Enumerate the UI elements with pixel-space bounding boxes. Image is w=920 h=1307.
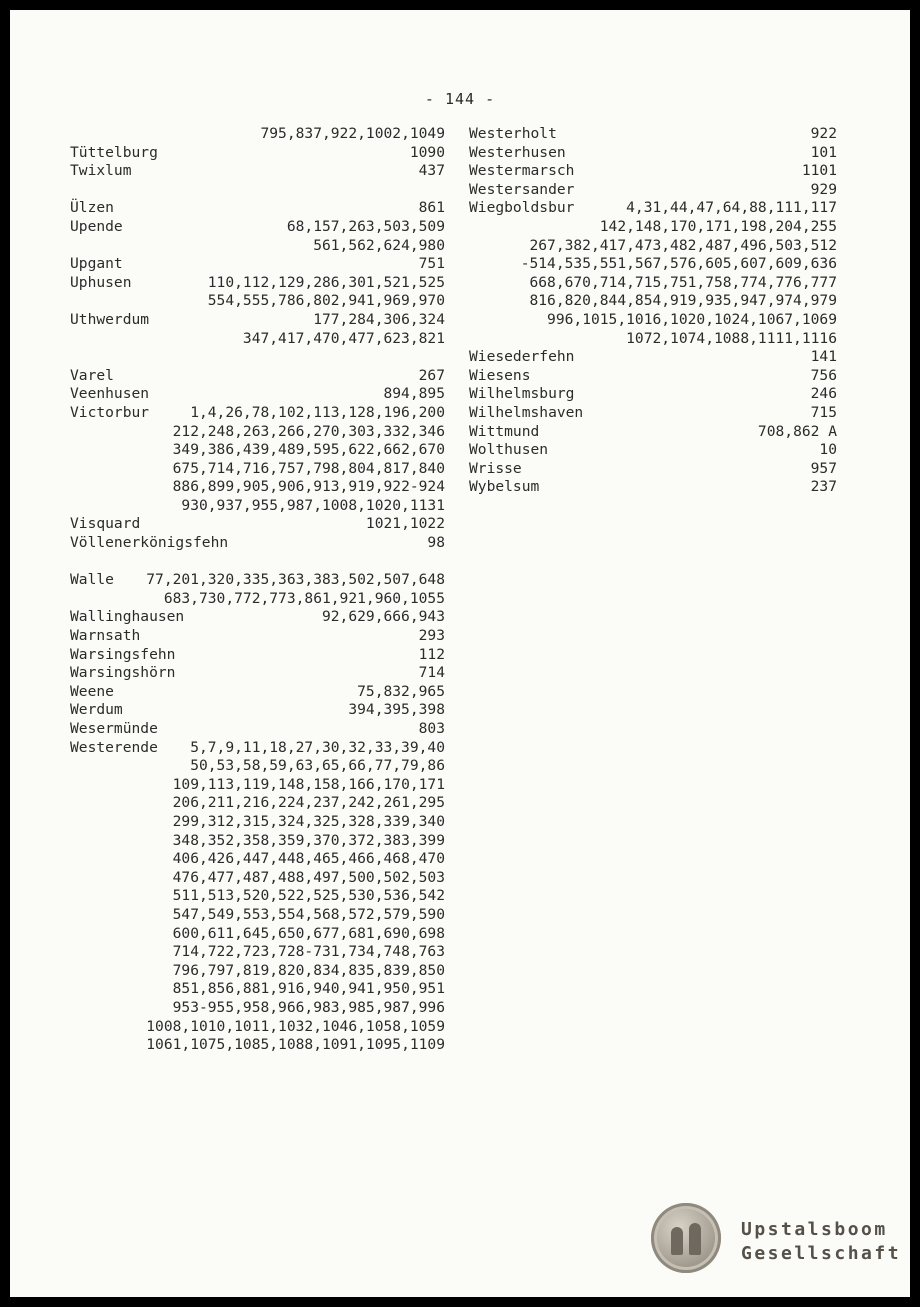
index-entry <box>70 125 445 144</box>
page-references: 1021,1022 <box>365 515 445 533</box>
place-name: Tüttelburg <box>70 143 158 161</box>
page-references: 861 <box>418 199 445 217</box>
place-name: Wittmund <box>469 422 540 440</box>
index-entry <box>469 478 837 497</box>
page-references: 547,549,553,554,568,572,579,590 <box>172 905 445 923</box>
seal-logo-icon <box>651 1203 721 1273</box>
page-references: 75,832,965 <box>357 682 445 700</box>
place-name: Wiesederfehn <box>469 348 575 366</box>
logo-line-2: Gesellschaft <box>741 1243 902 1264</box>
index-entry <box>70 608 445 627</box>
page-references: 293 <box>418 627 445 645</box>
section-gap <box>70 181 445 200</box>
place-name: Upende <box>70 217 123 235</box>
index-entry <box>469 292 837 311</box>
page-references: 246 <box>810 385 837 403</box>
page-references: 348,352,358,359,370,372,383,399 <box>172 831 445 849</box>
page-references: 922 <box>810 125 837 142</box>
index-entry <box>70 590 445 609</box>
index-entry <box>70 813 445 832</box>
page-references: 141 <box>810 348 837 366</box>
page-references: 50,53,58,59,63,65,66,77,79,86 <box>190 757 445 775</box>
index-entry <box>70 478 445 497</box>
page-references: 110,112,129,286,301,521,525 <box>207 273 445 291</box>
index-entry <box>70 739 445 758</box>
index-entry <box>70 497 445 516</box>
place-name: Wolthusen <box>469 441 549 459</box>
document-page <box>10 10 910 1297</box>
index-entry <box>70 962 445 981</box>
page-references: 212,248,263,266,270,303,332,346 <box>172 422 445 440</box>
place-name: Wesermünde <box>70 720 158 737</box>
index-entry <box>70 1018 445 1037</box>
index-entry <box>469 423 837 442</box>
index-entry <box>469 330 837 349</box>
index-entry <box>70 999 445 1018</box>
index-column-right <box>469 125 837 497</box>
page-references: 957 <box>810 459 837 477</box>
page-references: 476,477,487,488,497,500,502,503 <box>172 868 445 886</box>
index-entry <box>70 423 445 442</box>
index-entry <box>70 664 445 683</box>
index-entry <box>70 460 445 479</box>
place-name: Veenhusen <box>70 385 150 403</box>
index-entry <box>469 255 837 274</box>
page-references: 708,862 A <box>757 422 837 440</box>
place-name: Warnsath <box>70 627 141 645</box>
index-entry <box>469 367 837 386</box>
index-column-left <box>70 125 445 1055</box>
section-gap <box>70 553 445 572</box>
place-name: Twixlum <box>70 162 132 180</box>
index-entry <box>70 980 445 999</box>
place-name: Westerende <box>70 738 158 756</box>
index-entry <box>70 1036 445 1055</box>
index-entry <box>70 199 445 218</box>
page-references: 756 <box>810 366 837 384</box>
page-references: 751 <box>418 255 445 273</box>
index-entry <box>70 776 445 795</box>
place-name: Upgant <box>70 255 123 273</box>
place-name: Wiesens <box>469 366 531 384</box>
index-entry <box>469 385 837 404</box>
page-references: 4,31,44,47,64,88,111,117 <box>626 199 837 217</box>
index-entry <box>70 683 445 702</box>
place-name: Wallinghausen <box>70 608 185 626</box>
place-name: Westermarsch <box>469 162 575 180</box>
index-entry <box>70 925 445 944</box>
page-references: 1072,1074,1088,1111,1116 <box>626 329 837 347</box>
index-entry <box>70 274 445 293</box>
page-references: -514,535,551,567,576,605,607,609,636 <box>520 255 837 273</box>
index-entry <box>70 832 445 851</box>
index-entry <box>469 162 837 181</box>
page-references: 109,113,119,148,158,166,170,171 <box>172 775 445 793</box>
index-entry <box>469 125 837 144</box>
place-name: Westerhusen <box>469 143 566 161</box>
index-entry <box>70 330 445 349</box>
place-name: Warsingshörn <box>70 664 176 682</box>
index-entry <box>70 646 445 665</box>
page-references: 92,629,666,943 <box>321 608 445 626</box>
page-references: 5,7,9,11,18,27,30,32,33,39,40 <box>190 738 445 756</box>
page-references: 929 <box>810 180 837 198</box>
index-entry <box>70 701 445 720</box>
index-entry <box>469 311 837 330</box>
page-references: 142,148,170,171,198,204,255 <box>599 217 837 235</box>
index-entry <box>469 441 837 460</box>
page-references: 347,417,470,477,623,821 <box>242 329 445 347</box>
page-references: 1008,1010,1011,1032,1046,1058,1059 <box>146 1017 445 1035</box>
index-entry <box>70 162 445 181</box>
page-references: 101 <box>810 143 837 161</box>
page-references: 511,513,520,522,525,530,536,542 <box>172 887 445 905</box>
index-entry <box>469 181 837 200</box>
place-name: Uthwerdum <box>70 310 150 328</box>
place-name: Visquard <box>70 515 141 533</box>
page-number: - 144 - <box>424 90 496 108</box>
place-name: Völlenerkönigsfehn <box>70 534 229 552</box>
place-name: Ülzen <box>70 199 114 217</box>
place-name: Varel <box>70 366 114 384</box>
index-entry <box>70 404 445 423</box>
index-entry <box>469 237 837 256</box>
page-references: 349,386,439,489,595,622,662,670 <box>172 441 445 459</box>
page-references: 237 <box>810 478 837 496</box>
page-references: 68,157,263,503,509 <box>286 217 445 235</box>
page-references: 98 <box>427 534 445 552</box>
index-entry <box>70 385 445 404</box>
page-references: 714 <box>418 664 445 682</box>
place-name: Westersander <box>469 180 575 198</box>
place-name: Wilhelmshaven <box>469 403 584 421</box>
index-entry <box>469 218 837 237</box>
page-references: 1090 <box>409 143 445 161</box>
page-references: 886,899,905,906,913,919,922-924 <box>172 478 445 496</box>
page-references: 675,714,716,757,798,804,817,840 <box>172 459 445 477</box>
page-references: 394,395,398 <box>348 701 445 719</box>
index-entry <box>70 441 445 460</box>
page-references: 930,937,955,987,1008,1020,1131 <box>181 496 445 514</box>
place-name: Wybelsum <box>469 478 540 496</box>
index-entry <box>70 237 445 256</box>
index-entry <box>70 850 445 869</box>
page-references: 796,797,819,820,834,835,839,850 <box>172 961 445 979</box>
index-entry <box>70 887 445 906</box>
page-references: 267 <box>418 366 445 384</box>
page-references: 816,820,844,854,919,935,947,974,979 <box>529 292 837 310</box>
place-name: Uphusen <box>70 273 132 291</box>
index-entry <box>70 869 445 888</box>
index-entry <box>469 348 837 367</box>
page-references: 1,4,26,78,102,113,128,196,200 <box>190 403 445 421</box>
place-name: Wrisse <box>469 459 522 477</box>
index-entry <box>70 515 445 534</box>
place-name: Werdum <box>70 701 123 719</box>
index-entry <box>70 720 445 739</box>
page-references: 554,555,786,802,941,969,970 <box>207 292 445 310</box>
page-references: 996,1015,1016,1020,1024,1067,1069 <box>547 310 837 328</box>
index-entry <box>70 906 445 925</box>
page-references: 561,562,624,980 <box>313 236 445 254</box>
place-name: Wiegboldsbur <box>469 199 575 217</box>
page-references: 714,722,723,728-731,734,748,763 <box>172 943 445 961</box>
page-references: 803 <box>418 720 445 737</box>
page-references: 953-955,958,966,983,985,987,996 <box>172 998 445 1016</box>
place-name: Weene <box>70 682 114 700</box>
index-entry <box>469 460 837 479</box>
index-entry <box>70 367 445 386</box>
page-references: 77,201,320,335,363,383,502,507,648 <box>146 571 445 589</box>
page-references: 267,382,417,473,482,487,496,503,512 <box>529 236 837 254</box>
place-name: Walle <box>70 571 114 589</box>
page-references: 437 <box>418 162 445 180</box>
page-references: 851,856,881,916,940,941,950,951 <box>172 980 445 998</box>
index-entry <box>469 274 837 293</box>
index-entry <box>70 943 445 962</box>
index-entry <box>70 534 445 553</box>
section-gap <box>70 348 445 367</box>
page-references: 206,211,216,224,237,242,261,295 <box>172 794 445 812</box>
page-references: 668,670,714,715,751,758,774,776,777 <box>529 273 837 291</box>
index-entry <box>469 404 837 423</box>
index-entry <box>70 255 445 274</box>
page-references: 795,837,922,1002,1049 <box>260 125 445 142</box>
page-references: 299,312,315,324,325,328,339,340 <box>172 812 445 830</box>
index-entry <box>70 144 445 163</box>
index-entry <box>469 199 837 218</box>
page-references: 177,284,306,324 <box>313 310 445 328</box>
index-entry <box>70 757 445 776</box>
page-references: 600,611,645,650,677,681,690,698 <box>172 924 445 942</box>
page-references: 683,730,772,773,861,921,960,1055 <box>163 589 445 607</box>
index-entry <box>469 144 837 163</box>
index-entry <box>70 571 445 590</box>
index-entry <box>70 627 445 646</box>
page-references: 406,426,447,448,465,466,468,470 <box>172 850 445 868</box>
index-entry <box>70 311 445 330</box>
page-references: 1101 <box>801 162 837 180</box>
index-entry <box>70 218 445 237</box>
page-references: 10 <box>819 441 837 459</box>
logo-line-1: Upstalsboom <box>741 1219 888 1240</box>
index-entry <box>70 794 445 813</box>
place-name: Westerholt <box>469 125 557 142</box>
page-references: 715 <box>810 403 837 421</box>
page-references: 112 <box>418 645 445 663</box>
page-references: 894,895 <box>383 385 445 403</box>
index-entry <box>70 292 445 311</box>
society-logo-text <box>741 1218 901 1266</box>
page-references: 1061,1075,1085,1088,1091,1095,1109 <box>146 1036 445 1054</box>
place-name: Warsingsfehn <box>70 645 176 663</box>
place-name: Victorbur <box>70 403 150 421</box>
place-name: Wilhelmsburg <box>469 385 575 403</box>
